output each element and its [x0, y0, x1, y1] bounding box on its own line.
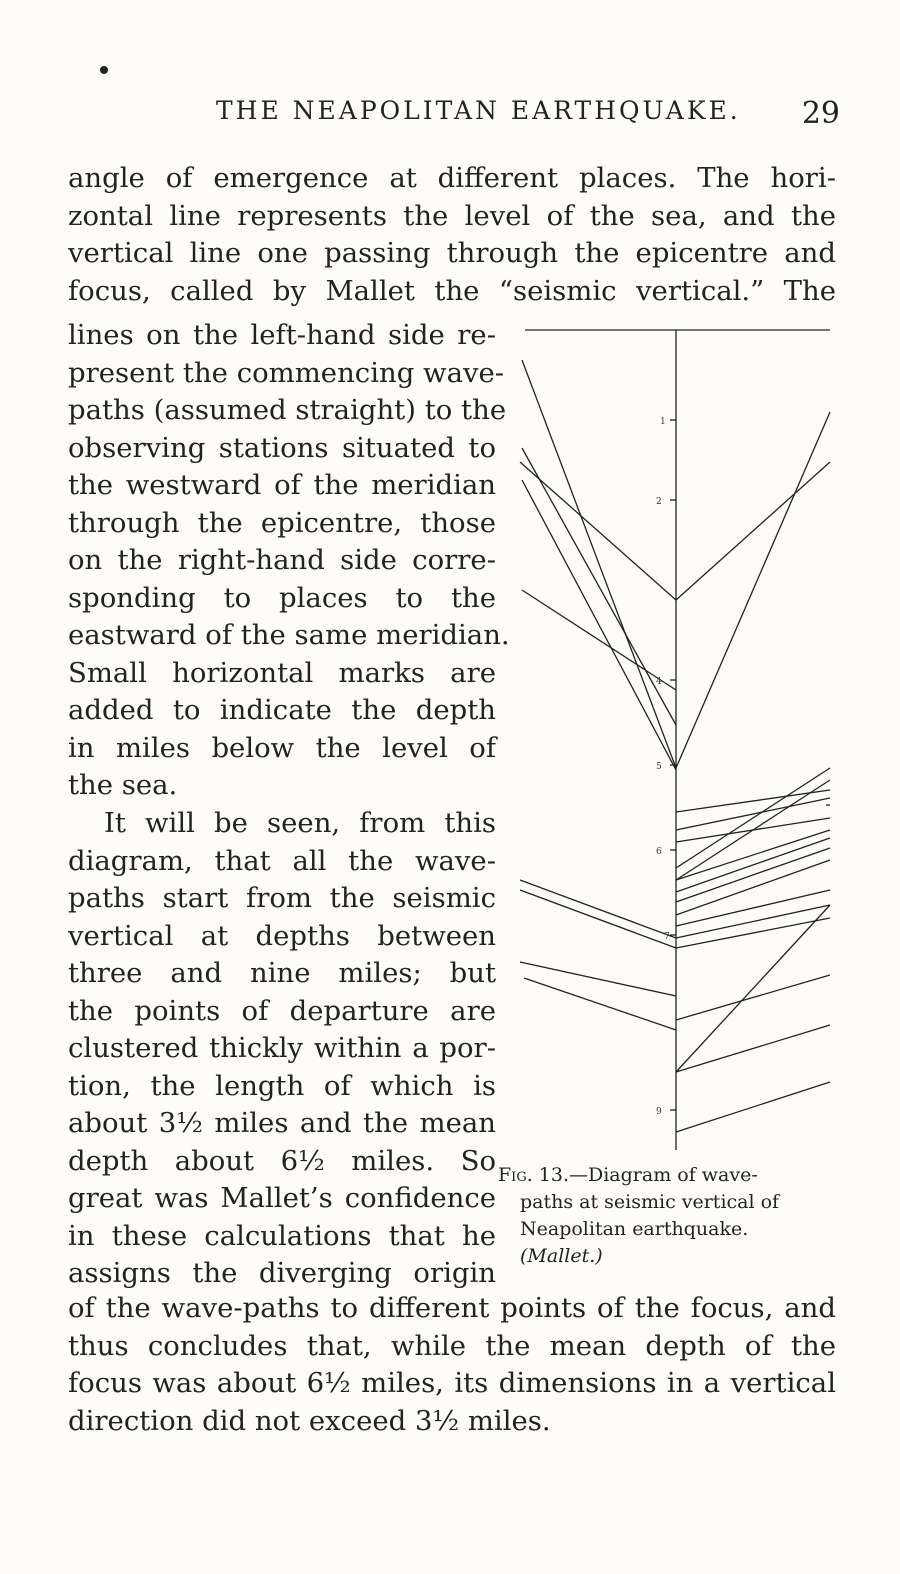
text-line: focus was about 6½ miles, its dimensions in a vertical — [68, 1367, 836, 1399]
wave-path — [676, 830, 830, 880]
wave-path — [676, 1025, 830, 1072]
text-line: in miles below the level of — [68, 731, 496, 764]
wave-path — [520, 880, 676, 938]
text-line: depth about 6½ miles. So — [68, 1144, 496, 1177]
depth-label: 4 — [656, 677, 662, 687]
print-speck — [100, 66, 108, 74]
text-line: great was Mallet’s confidence — [68, 1182, 496, 1214]
text-line: about 3½ miles and the mean — [68, 1107, 496, 1139]
depth-label: 2 — [656, 497, 662, 507]
paragraph-2-tail — [68, 1290, 836, 1440]
text-line: It will be seen, from this — [104, 807, 496, 839]
text-line: zontal line represents the level of the sea, and the — [68, 199, 836, 232]
text-line: observing stations situated to — [68, 431, 496, 464]
depth-label: 9 — [656, 1107, 662, 1117]
text-line: the sea. — [68, 769, 178, 801]
wave-path — [520, 890, 676, 948]
caption-line: Neapolitan earthquake. — [520, 1218, 749, 1240]
wave-path — [676, 975, 830, 1020]
text-line: paths (assumed straight) to the — [68, 394, 507, 426]
text-line: focus, called by Mallet the “seismic vertical.” The — [68, 274, 836, 307]
wave-path — [520, 962, 676, 996]
wave-path — [676, 768, 830, 868]
wave-path — [676, 905, 830, 1072]
wave-path — [522, 360, 676, 768]
text-line: three and nine miles; but — [68, 957, 496, 989]
wave-path — [524, 978, 676, 1030]
wave-path — [676, 462, 830, 600]
wave-path — [676, 818, 830, 842]
wave-path — [676, 860, 830, 915]
text-line: thus concludes that, while the mean depth of the — [68, 1329, 836, 1362]
text-line: added to indicate the depth — [68, 694, 496, 726]
depth-label: 1 — [660, 417, 666, 427]
text-line: diagram, that all the wave- — [68, 844, 496, 877]
text-line: of the wave-paths to different points of the focus, and — [68, 1292, 836, 1324]
text-line: on the right-hand side corre- — [68, 544, 496, 576]
text-line: the points of departure are — [68, 994, 496, 1027]
page-number: 29 — [801, 96, 840, 131]
depth-label: 6 — [656, 847, 662, 857]
caption-fig-number: Fig. 13. — [498, 1164, 569, 1186]
text-line: vertical line one passing through the epicentre and — [68, 237, 836, 269]
depth-label: 7 — [664, 932, 670, 942]
wave-path — [676, 1082, 830, 1132]
wave-path — [522, 480, 676, 770]
paragraph-2-wrapped — [68, 805, 496, 1293]
wave-path-diagram-svg — [510, 320, 840, 1150]
text-line: paths start from the seismic — [68, 882, 496, 914]
wave-path — [520, 462, 676, 600]
wave-path — [676, 890, 830, 926]
caption-line — [498, 1162, 838, 1189]
text-line: assigns the diverging origin — [68, 1257, 496, 1289]
wave-path — [522, 448, 676, 725]
figure-caption — [498, 1162, 838, 1270]
wave-path — [676, 790, 830, 812]
running-title: THE NEAPOLITAN EARTHQUAKE. — [216, 96, 741, 125]
caption-text: —Diagram of wave- — [569, 1164, 758, 1186]
wave-path — [676, 412, 830, 768]
text-line: eastward of the same meridian. — [68, 619, 510, 651]
text-line: in these calculations that he — [68, 1219, 496, 1252]
text-line: Small horizontal marks are — [68, 656, 496, 689]
text-line: vertical at depths between — [68, 919, 496, 952]
caption-line: paths at seismic vertical of — [520, 1191, 780, 1213]
text-line: direction did not exceed 3½ miles. — [68, 1404, 551, 1437]
text-line: the westward of the meridian — [68, 469, 496, 501]
text-line: lines on the left-hand side re- — [68, 319, 496, 351]
paragraph-1-wrapped — [68, 317, 510, 805]
text-line: clustered thickly within a por- — [68, 1032, 496, 1064]
wave-path — [522, 590, 676, 690]
wave-path — [676, 798, 830, 830]
caption-attribution: (Mallet.) — [520, 1245, 603, 1267]
text-line: present the commencing wave- — [68, 356, 505, 389]
text-line: through the epicentre, those — [68, 506, 496, 539]
wave-path — [676, 848, 830, 902]
paragraph-1-intro — [68, 160, 836, 310]
text-line: angle of emergence at different places. The hori- — [68, 162, 836, 194]
wave-path-diagram — [510, 320, 840, 1150]
page-header — [200, 96, 840, 136]
text-line: tion, the length of which is — [68, 1069, 496, 1102]
text-line: sponding to places to the — [68, 581, 496, 614]
depth-label: 5 — [656, 762, 662, 772]
